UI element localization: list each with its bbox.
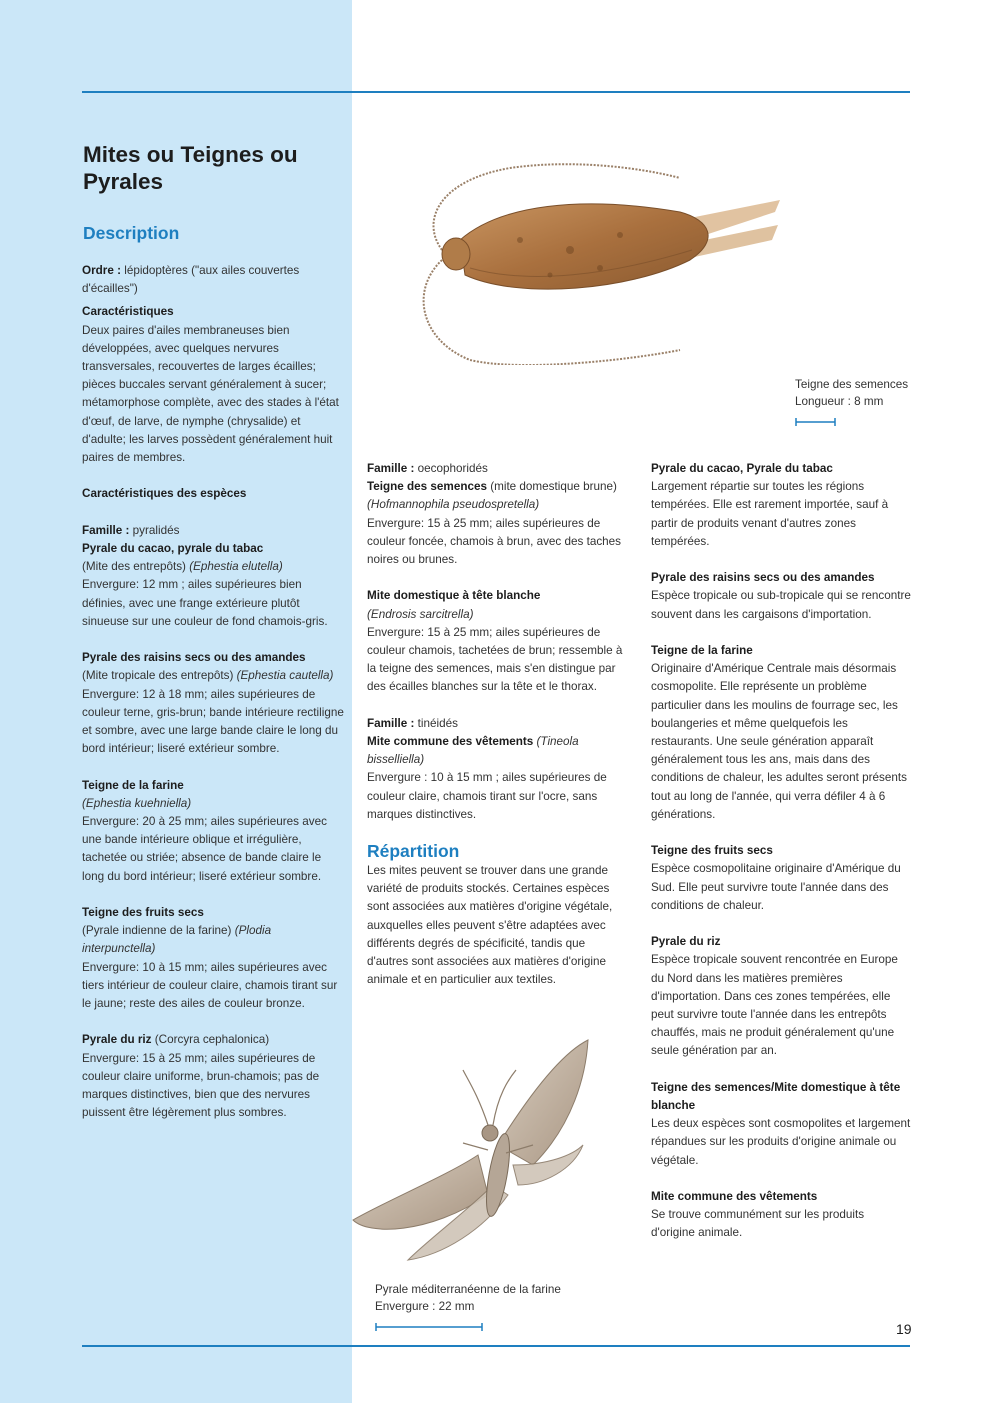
species-text: Envergure: 20 à 25 mm; ailes supérieures avec une bande intérieure oblique et irrégulière, tachetée ou striée; absence de bande claire le long du bord intérieur; liseré extérieur sombre. [82,815,327,883]
species-text: Envergure: 12 mm ; ailes supérieures bien définies, avec une frange extérieure plutôt sinueuse sur une couleur de fond chamois-gris. [82,578,328,628]
species-entry [82,649,344,758]
famille-label: Famille : [367,716,415,730]
species-entry [82,904,344,1013]
species-latin: (Corcyra cephalonica) [151,1033,270,1047]
middle-column [367,460,629,824]
top-rule [82,91,910,93]
distribution-entry [651,1188,911,1243]
entry-text: Originaire d'Amérique Centrale mais désormais cosmopolite. Elle représente un problème particulier dans les moulins de fourrage sec, les boulangeries et même quelquefois les restaurants. Une seule génération apparaît généralement tous les ans, mais dans des conditions de chaleur, les adultes seront présents tout au long de l'année, qui verra défiler 4 à 6 générations. [651,662,907,821]
entry-name: Teigne des semences/Mite domestique à tête blanche [651,1080,901,1113]
species-text: Envergure: 10 à 15 mm; ailes supérieures avec tiers intérieur de couleur claire, chamois tirant sur le jaune; reste des ailes de couleur bronze. [82,960,338,1011]
species-latin: (Ephestia elutella) [189,560,283,574]
mediterranean-flour-moth-illustration [348,1035,593,1265]
entry-name: Pyrale des raisins secs ou des amandes [651,571,875,585]
famille-label: Famille : [82,523,130,537]
species-latin: (Ephestia kuehniella) [82,796,192,810]
entry-text: Se trouve communément sur les produits d'origine animale. [651,1208,865,1240]
species-name: Teigne de la farine [82,778,184,792]
caption-name: Teigne des semences [795,378,909,391]
seed-moth-illustration [380,150,780,365]
caption-size: Longueur : 8 mm [795,394,884,408]
distribution-entry [651,842,911,915]
species-common: (mite domestique brune) [486,480,617,494]
species-name-line [367,733,629,769]
left-column [82,262,344,1122]
bottom-rule [82,1345,910,1347]
species-entry [82,1031,344,1122]
famille-value: tinéidés [414,716,458,730]
species-name-line [82,1031,344,1049]
famille-value: pyralidés [129,523,180,537]
famille-label: Famille : [367,462,415,475]
famille-line [82,522,344,540]
page-title: Mites ou Teignes ou Pyrales [83,142,298,194]
entry-name: Mite commune des vêtements [651,1190,818,1204]
entry-name: Pyrale du riz [651,935,721,949]
species-sub [82,667,344,685]
species-name: Teigne des fruits secs [82,906,204,920]
species-name: Pyrale du cacao, pyrale du tabac [82,542,264,556]
species-entry [82,777,344,886]
caracteristiques-text: Deux paires d'ailes membraneuses bien développées, avec quelques nervures transversales, recouvertes de larges écailles; pièces buccales servant généralement à sucer; métamorphose complète, avec des stades à l'état d'œuf, de larve, de nymphe (chrysalide) et d'adulte; les larves possèdent généralement huit paires de membres. [82,323,339,465]
entry-text: Espèce cosmopolitaine originaire d'Amérique du Sud. Elle peut survivre toute l'année dans des conditions de chaleur. [651,862,901,912]
ordre-text: lépidoptères ("aux ailes couvertes d'écailles") [82,264,300,296]
entry-text: Largement répartie sur toutes les régions tempérées. Elle est rarement importée, sauf à partir de produits venant d'autres zones tempérées. [651,480,889,548]
species-latin: (Tineola bisselliella) [367,735,579,767]
species-name-line [367,478,629,496]
species-common: (Mite des entrepôts) [82,560,190,574]
species-name: Pyrale du riz [82,1033,152,1047]
distribution-entry [651,460,911,551]
section-heading-description: Description [83,223,180,243]
famille-line [367,460,629,478]
especes-heading: Caractéristiques des espèces [82,487,247,501]
species-latin: (Hofmannophila pseudospretella) [367,498,540,512]
species-sub [82,922,344,958]
species-latin: (Plodia interpunctella) [82,924,272,956]
entry-name: Pyrale du cacao, Pyrale du tabac [651,462,833,475]
ordre-label: Ordre : [82,264,121,277]
distribution-entry [651,1079,911,1170]
entry-name: Teigne de la farine [651,644,753,657]
species-sub [82,558,344,576]
scale-bar [795,417,837,427]
species-name: Mite commune des vêtements [367,735,534,749]
species-name: Mite domestique à tête blanche [367,589,541,603]
species-latin: (Ephestia cautella) [236,669,334,683]
repartition-text: Les mites peuvent se trouver dans une grande variété de produits stockés. Certaines espèces sont associées aux matières d'origine végétale, auxquelles elles peuvent s'être adaptées avec différents degrés de spécificité, tandis que d'autres sont associées aux matières d'origine animale et en particulier aux textiles. [367,864,613,987]
distribution-entry [651,642,911,824]
species-text: Envergure: 15 à 25 mm; ailes supérieures de couleur foncée, chamois à brun, avec des taches noires ou brunes. [367,516,622,567]
species-common: (Mite tropicale des entrepôts) [82,669,237,683]
right-column [651,460,911,1243]
species-text: Envergure: 12 à 18 mm; ailes supérieures de couleur terne, gris-brun; bande intérieure rectiligne et sombre, avec une large bande claire le long du bord intérieur; liseré extérieur sombre. [82,687,344,756]
section-heading-repartition: Répartition [367,841,460,861]
species-text: Envergure : 10 à 15 mm ; ailes supérieures de couleur claire, chamois tirant sur l'ocre, sans marques distinctives. [367,771,607,821]
species-name: Teigne des semences [367,480,487,494]
species-text: Envergure: 15 à 25 mm; ailes supérieures de couleur claire uniforme, brun-chamois; pas de marques distinctives, bien que des nervures puissent être légèrement plus sombres. [82,1051,320,1120]
distribution-entry [651,569,911,624]
caracteristiques-heading: Caractéristiques [82,305,174,319]
species-name: Pyrale des raisins secs ou des amandes [82,651,306,665]
caption-name: Pyrale méditerranéenne de la farine [375,1283,561,1296]
ordre-line [82,262,344,298]
entry-name: Teigne des fruits secs [651,844,773,858]
species-text: Envergure: 15 à 25 mm; ailes supérieures de couleur chamois, tachetées de brun; ressemble à la teigne des semences, mais s'en distingue par des écailles blanches sur la tête et le thorax. [367,625,623,694]
species-entry [82,540,344,631]
species-common: (Pyrale indienne de la farine) [82,924,235,938]
entry-text: Espèce tropicale souvent rencontrée en Europe du Nord dans les matières premières d'importation. Dans ces zones tempérées, elle peut survivre toute l'année dans les entrepôts chauffés, mais ne produit généralement qu'une seule génération par an. [651,953,898,1058]
mediterranean-moth-caption [375,1282,595,1315]
scale-bar [375,1322,485,1332]
page-number: 19 [896,1321,912,1337]
entry-text: Les deux espèces sont cosmopolites et largement répandues sur les produits d'origine animale ou végétale. [651,1117,911,1167]
species-latin: (Endrosis sarcitrella) [367,607,474,621]
famille-value: oecophoridés [414,462,488,475]
seed-moth-caption [795,377,935,410]
famille-line [367,715,629,733]
caption-size: Envergure : 22 mm [375,1299,475,1313]
entry-text: Espèce tropicale ou sub-tropicale qui se rencontre souvent dans les cargaisons d'importation. [651,589,911,621]
distribution-entry [651,933,911,1060]
